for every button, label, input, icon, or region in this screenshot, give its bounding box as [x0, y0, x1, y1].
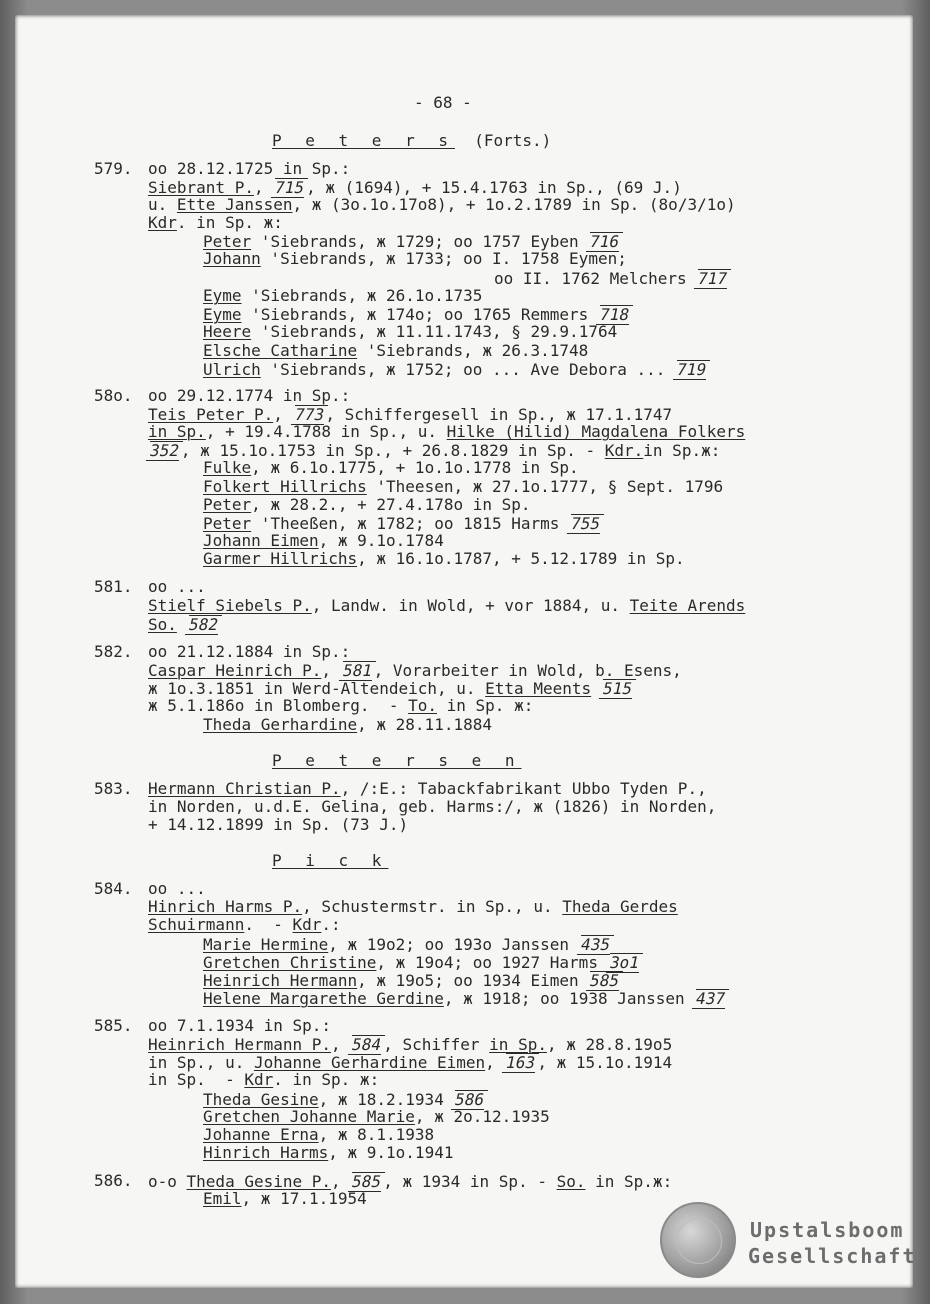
entry-number: 581.: [94, 577, 133, 596]
reference-box: 437: [692, 989, 729, 1009]
entry-number: 582.: [94, 642, 133, 661]
reference-box: 715: [271, 178, 308, 198]
reference-box: 585: [348, 1172, 385, 1192]
section-heading-petersen: P e t e r s e n: [272, 751, 522, 770]
reference-box: 718: [596, 305, 633, 325]
child-line: Elsche Catharine 'Siebrands, ж 26.3.1748: [203, 341, 589, 360]
entry-number: 585.: [94, 1016, 133, 1035]
child-line: Johanne Erna, ж 8.1.1938: [203, 1125, 435, 1144]
reference-box: 586: [451, 1090, 488, 1110]
child-line: Eyme 'Siebrands, ж 174o; oo 1765 Remmers 718: [203, 305, 631, 324]
entry-line: oo 7.1.1934 in Sp.:: [148, 1016, 332, 1035]
section-heading-peters: P e t e r s (Forts.): [272, 131, 552, 150]
entry-line: oo ...: [148, 879, 206, 898]
reference-box: 352: [146, 441, 183, 461]
reference-box: 163: [502, 1053, 539, 1073]
child-line: Peter, ж 28.2., + 27.4.178o in Sp.: [203, 495, 531, 514]
entry-line: Schuirmann. - Kdr.:: [148, 915, 341, 934]
child-line: Theda Gerhardine, ж 28.11.1884: [203, 715, 492, 734]
reference-box: 581: [339, 661, 376, 681]
child-line: Garmer Hillrichs, ж 16.1o.1787, + 5.12.1789 in Sp.: [203, 549, 685, 568]
entry-line: So. 582: [148, 615, 220, 634]
child-line: Gretchen Johanne Marie, ж 2o.12.1935: [203, 1107, 550, 1126]
child-line: Emil, ж 17.1.1954: [203, 1189, 367, 1208]
entry-number: 583.: [94, 779, 133, 798]
reference-box: 717: [694, 269, 731, 289]
child-line: Heere 'Siebrands, ж 11.11.1743, § 29.9.1764: [203, 322, 618, 341]
child-line: Peter 'Theeßen, ж 1782; oo 1815 Harms 755: [203, 514, 603, 533]
child-line: Hinrich Harms, ж 9.1o.1941: [203, 1143, 454, 1162]
entry-number: 58o.: [94, 386, 133, 405]
reference-box: 719: [673, 360, 710, 380]
entry-line: Stielf Siebels P., Landw. in Wold, + vor 1884, u. Teite Arends: [148, 596, 746, 615]
entry-line: oo 28.12.1725 in Sp.:: [148, 159, 351, 178]
reference-box: 773: [290, 405, 327, 425]
entry-line: oo ...: [148, 577, 206, 596]
seal-icon: [660, 1202, 736, 1278]
entry-line: in Sp., u. Johanne Gerhardine Eimen, 163, ж 15.1o.1914: [148, 1053, 673, 1072]
reference-box: 584: [348, 1035, 385, 1055]
entry-line: Hinrich Harms P., Schustermstr. in Sp., u. Theda Gerdes: [148, 897, 678, 916]
entry-line: ж 5.1.186o in Blomberg. - To. in Sp. ж:: [148, 696, 534, 715]
entry-line: in Sp. - Kdr. in Sp. ж:: [148, 1070, 380, 1089]
child-line: Ulrich 'Siebrands, ж 1752; oo ... Ave Debora ... 719: [203, 360, 709, 379]
child-line: Marie Hermine, ж 19o2; oo 193o Janssen 435: [203, 935, 612, 954]
entry-line: Siebrant P., 715, ж (1694), + 15.4.1763 in Sp., (69 J.): [148, 178, 682, 197]
entry-line: Heinrich Hermann P., 584, Schiffer in Sp., ж 28.8.19o5: [148, 1035, 673, 1054]
reference-box: 755: [567, 514, 604, 534]
section-heading-pick: P i c k: [272, 851, 389, 870]
reference-box: 435: [577, 935, 614, 955]
entry-line: in Norden, u.d.E. Gelina, geb. Harms:/, ж (1826) in Norden,: [148, 797, 717, 816]
child-line: Johann Eimen, ж 9.1o.1784: [203, 531, 444, 550]
child-line: Heinrich Hermann, ж 19o5; oo 1934 Eimen 585: [203, 971, 622, 990]
child-line: Johann 'Siebrands, ж 1733; oo I. 1758 Eymen;: [203, 249, 627, 268]
entry-number: 579.: [94, 159, 133, 178]
entry-number: 586.: [94, 1171, 133, 1190]
entry-line: Kdr. in Sp. ж:: [148, 213, 283, 232]
entry-line: Teis Peter P., 773, Schiffergesell in Sp., ж 17.1.1747: [148, 405, 673, 424]
entry-line: u. Ette Janssen, ж (3o.1o.17o8), + 1o.2.1789 in Sp. (8o/3/1o): [148, 195, 736, 214]
entry-line: + 14.12.1899 in Sp. (73 J.): [148, 815, 409, 834]
entry-line: in Sp., + 19.4.1788 in Sp., u. Hilke (Hilid) Magdalena Folkers: [148, 422, 746, 441]
brand-line-1: Upstalsboom: [750, 1218, 905, 1242]
child-line: Theda Gesine, ж 18.2.1934 586: [203, 1090, 487, 1109]
entry-line: o-o Theda Gesine P., 585, ж 1934 in Sp. - So. in Sp.ж:: [148, 1172, 673, 1191]
child-line: oo II. 1762 Melchers 717: [494, 269, 730, 288]
child-line: Gretchen Christine, ж 19o4; oo 1927 Harms 3o1: [203, 953, 641, 972]
reference-box: 3o1: [605, 953, 642, 973]
reference-box: 515: [599, 679, 636, 699]
child-line: Eyme 'Siebrands, ж 26.1o.1735: [203, 286, 483, 305]
entry-number: 584.: [94, 879, 133, 898]
entry-line: Hermann Christian P., /:E.: Tabackfabrikant Ubbo Tyden P.,: [148, 779, 707, 798]
brand-line-2: Gesellschaft: [748, 1244, 917, 1268]
reference-box: 716: [586, 232, 623, 252]
reference-box: 582: [184, 615, 221, 635]
child-line: Folkert Hillrichs 'Theesen, ж 27.1o.1777, § Sept. 1796: [203, 477, 724, 496]
entry-line: ж 1o.3.1851 in Werd-Altendeich, u. Etta Meents 515: [148, 679, 634, 698]
entry-line: 352, ж 15.1o.1753 in Sp., + 26.8.1829 in Sp. - Kdr.in Sp.ж:: [148, 441, 720, 461]
entry-line: oo 21.12.1884 in Sp.:: [148, 642, 351, 661]
child-line: Fulke, ж 6.1o.1775, + 1o.1o.1778 in Sp.: [203, 458, 579, 477]
child-line: Peter 'Siebrands, ж 1729; oo 1757 Eyben 716: [203, 232, 622, 251]
reference-box: 585: [586, 971, 623, 991]
page-number: - 68 -: [414, 93, 472, 112]
child-line: Helene Margarethe Gerdine, ж 1918; oo 1938 Janssen 437: [203, 989, 728, 1008]
entry-line: oo 29.12.1774 in Sp.:: [148, 386, 351, 405]
entry-line: Caspar Heinrich P., 581, Vorarbeiter in Wold, b. Esens,: [148, 661, 682, 680]
